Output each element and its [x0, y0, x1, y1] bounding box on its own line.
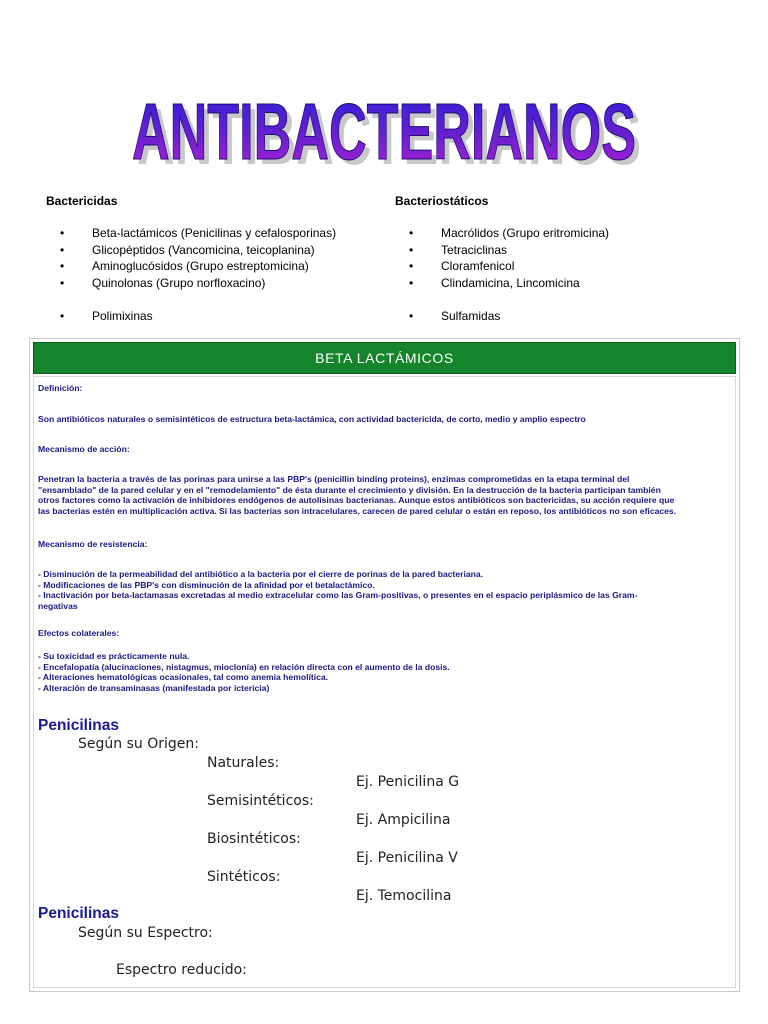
origen-subheading: Según su Origen:	[78, 736, 199, 752]
list-item: • Tetraciclinas	[409, 242, 508, 257]
bullet-icon: •	[409, 275, 414, 290]
example-sinteticos: Ej. Temocilina	[356, 888, 452, 904]
title-wordart	[0, 80, 768, 180]
beta-lactamicos-content	[33, 376, 736, 988]
espectro-reducido: Espectro reducido:	[116, 962, 247, 978]
bullet-icon: •	[60, 259, 65, 273]
resistencia-label: Mecanismo de resistencia:	[38, 539, 148, 549]
mecanismo-text: Penetran la bacteria a través de las porinas para unirse a las PBP's (penicillin binding proteins), enzimas comprometidas en la etapa terminal del "ensamblado" de la pared celular y en el "remodelamiento" de ésta durante el crecimiento y división. En la destrucción de la bacteria participan también otros factores como la activación de inhibidores endógenos de autolisinas bacterianas. Aunque estos antibióticos son bactericidas, su acción requiere que las bacterias estén en multiplicación activa. Si las bacterias son intracelulares, carecen de pared celular o están en reposo, los antibióticos no son eficaces.	[38, 474, 677, 516]
bacteriostaticos-list	[398, 225, 609, 325]
list-item: • Clindamicina, Lincomicina	[409, 275, 580, 290]
bullet-icon: •	[60, 275, 65, 290]
list-item: • Quinolonas (Grupo norfloxacino)	[60, 275, 266, 290]
resistencia-text: - Disminución de la permeabilidad del antibiótico a la bacteria por el cierre de porinas de la pared bacteriana. - Modificaciones de las PBP's con disminución de la afinidad por el betalactámico. - Inactivación por beta-lactamasas excretadas al medio extracelular como las Gram-positivas, o presentes en el espacio periplásmico de las Gram- negativas	[38, 569, 638, 611]
espectro-subheading: Según su Espectro:	[78, 925, 213, 941]
bullet-icon: •	[409, 309, 414, 323]
definicion-text: Son antibióticos naturales o semisintéticos de estructura beta-lactámica, con actividad bactericida, de corto, medio y amplio espectro	[38, 414, 586, 424]
title-text: ANTIBACTERIANOS	[132, 87, 636, 176]
bactericidas-heading: Bactericidas	[46, 194, 118, 208]
penicilinas-espectro-heading: Penicilinas	[38, 905, 119, 922]
list-item: • Sulfamidas	[409, 309, 501, 323]
list-item: • Macrólidos (Grupo eritromicina)	[409, 226, 610, 240]
group-sinteticos: Sintéticos:	[207, 869, 281, 885]
list-item: • Cloramfenicol	[409, 259, 515, 273]
page-title	[0, 80, 768, 180]
title-shadow: ANTIBACTERIANOS	[137, 92, 641, 180]
group-naturales: Naturales:	[207, 755, 280, 771]
bullet-icon: •	[60, 309, 65, 323]
beta-lactamicos-panel	[29, 338, 740, 992]
list-item: • Aminoglucósidos (Grupo estreptomicina)	[60, 259, 309, 273]
bullet-icon: •	[60, 226, 65, 240]
list-item: • Glicopéptidos (Vancomicina, teicoplanina)	[60, 242, 315, 257]
beta-lactamicos-header: BETA LACTÁMICOS	[33, 342, 736, 374]
list-item: • Polimixinas	[60, 309, 153, 323]
efectos-text: - Su toxicidad es prácticamente nula. - Encefalopatía (alucinaciones, nistagmus, mioclonía) en relación directa con el aumento de la dosis. - Alteraciones hematológicas ocasionales, tal como anemia hemolítica. - Alteración de transaminasas (manifestada por ictericia)	[38, 651, 450, 693]
mecanismo-label: Mecanismo de acción:	[38, 444, 130, 454]
bullet-icon: •	[60, 242, 65, 257]
penicilinas-origen-heading: Penicilinas	[38, 717, 119, 734]
group-biosinteticos: Biosintéticos:	[207, 831, 301, 847]
bacteriostaticos-heading: Bacteriostáticos	[395, 194, 489, 208]
example-naturales: Ej. Penicilina G	[356, 774, 460, 790]
bullet-icon: •	[409, 226, 414, 240]
definicion-label: Definición:	[38, 383, 83, 393]
bactericidas-list	[49, 225, 336, 325]
bullet-icon: •	[409, 242, 414, 257]
group-semisinteticos: Semisintéticos:	[207, 793, 314, 809]
list-item: • Beta-lactámicos (Penicilinas y cefalosporinas)	[60, 226, 337, 240]
bullet-icon: •	[409, 259, 414, 273]
example-semisinteticos: Ej. Ampicilina	[356, 812, 451, 828]
example-biosinteticos: Ej. Penicilina V	[356, 850, 458, 866]
efectos-label: Efectos colaterales:	[38, 628, 120, 638]
